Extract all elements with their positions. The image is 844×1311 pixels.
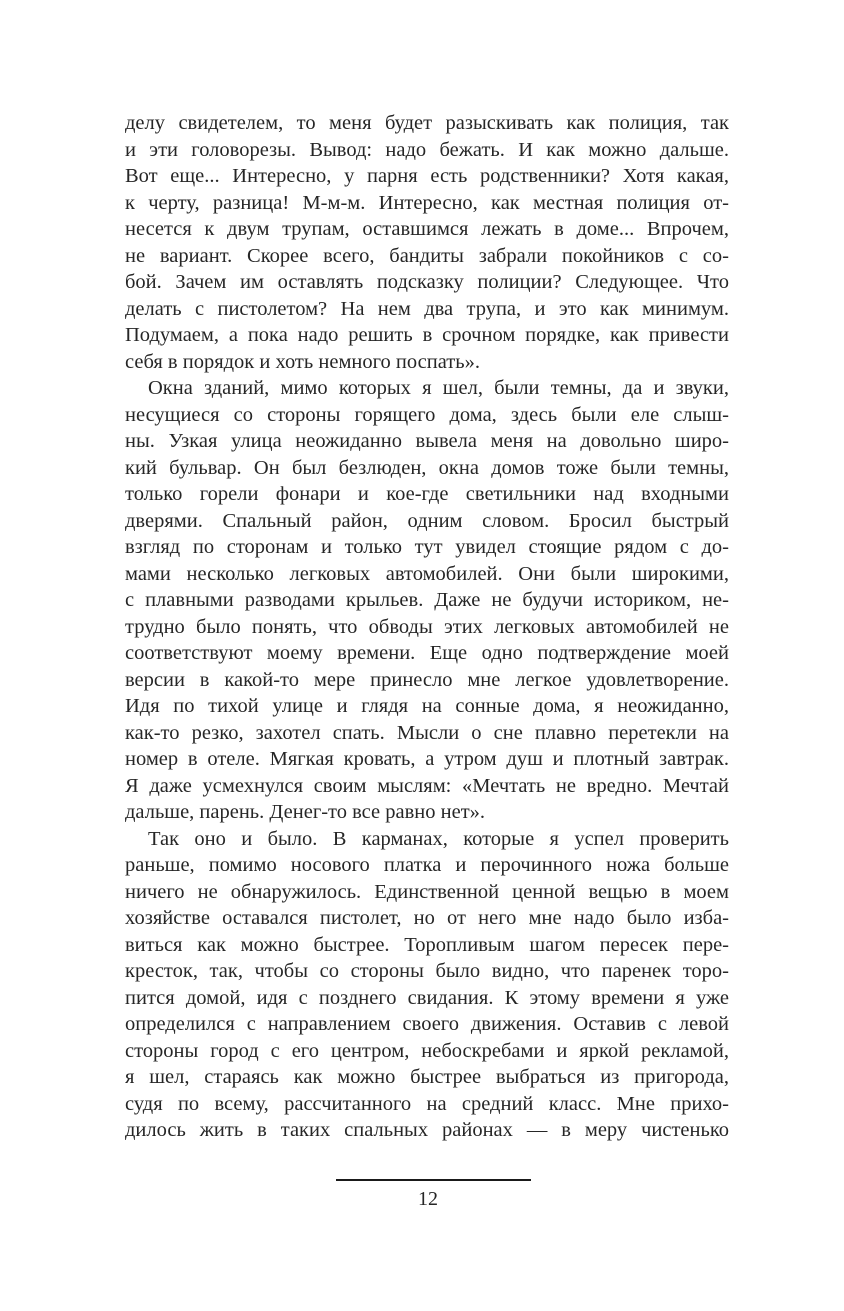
text-line: я шел, стараясь как можно быстрее выбраться из пригорода, — [125, 1066, 729, 1088]
text-line: делать с пистолетом? На нем два трупа, и это как минимум. — [125, 297, 729, 320]
text-line: раньше, помимо носового платка и перочинного ножа больше — [125, 854, 729, 876]
text-line: делу свидетелем, то меня будет разыскивать как полиция, так — [125, 112, 729, 134]
text-line: бой. Зачем им оставлять подсказку полиции? Следующее. Что — [125, 271, 729, 293]
text-line: ничего не обнаружилось. Единственной ценной вещью в моем — [125, 880, 729, 903]
text-line: Подумаем, а пока надо решить в срочном порядке, как привести — [125, 324, 729, 346]
text-line: Окна зданий, мимо которых я шел, были темны, да и звуки, — [148, 377, 729, 399]
text-line: несется к двум трупам, оставшимся лежать в доме... Впрочем, — [125, 218, 729, 240]
text-line: не вариант. Скорее всего, бандиты забрали покойников с со- — [125, 244, 729, 267]
paragraph — [125, 375, 729, 826]
text-line: и эти головорезы. Вывод: надо бежать. И как можно дальше. — [125, 138, 729, 161]
text-line: только горели фонари и кое-где светильники над входными — [125, 483, 729, 505]
text-line: версии в какой-то мере принесло мне легкое удовлетворение. — [125, 668, 729, 691]
text-line: Так оно и было. В карманах, которые я успел проверить — [148, 827, 729, 850]
text-line: хозяйстве оставался пистолет, но от него мне надо было изба- — [125, 907, 729, 929]
text-line: несущиеся со стороны горящего дома, здесь были еле слыш- — [125, 403, 729, 426]
text-line: себя в порядок и хоть немного поспать». — [125, 350, 480, 373]
page-number: 12 — [418, 1188, 438, 1210]
text-line: номер в отеле. Мягкая кровать, а утром душ и плотный завтрак. — [125, 748, 729, 770]
text-line: дилось жить в таких спальных районах — в меру чистенько — [125, 1119, 729, 1141]
paragraph — [125, 110, 729, 375]
text-line: трудно было понять, что обводы этих легковых автомобилей не — [125, 615, 729, 638]
text-line: кий бульвар. Он был безлюден, окна домов тоже были темны, — [125, 456, 729, 479]
paragraph — [125, 826, 729, 1144]
footer-rule — [336, 1179, 531, 1181]
text-line: Я даже усмехнулся своим мыслям: «Мечтать не вредно. Мечтай — [125, 774, 729, 797]
text-line: с плавными разводами крыльев. Даже не будучи историком, не- — [125, 589, 729, 611]
text-line: соответствуют моему времени. Еще одно подтверждение моей — [125, 642, 729, 664]
text-line: ны. Узкая улица неожиданно вывела меня на довольно широ- — [125, 430, 729, 452]
text-line: Идя по тихой улице и глядя на сонные дома, я неожиданно, — [125, 695, 729, 717]
text-line: определился с направлением своего движения. Оставив с левой — [125, 1013, 729, 1035]
text-line: дверями. Спальный район, одним словом. Бросил быстрый — [125, 509, 729, 532]
text-line: пится домой, идя с позднего свидания. К этому времени я уже — [125, 986, 729, 1009]
body-text — [125, 110, 729, 1144]
text-line: кресток, так, чтобы со стороны было видно, что паренек торо- — [125, 960, 729, 982]
text-line: к черту, разница! М-м-м. Интересно, как местная полиция от- — [125, 191, 729, 214]
text-line: стороны город с его центром, небоскребами и яркой рекламой, — [125, 1039, 729, 1062]
text-line: мами несколько легковых автомобилей. Они были широкими, — [125, 562, 729, 585]
text-line: взгляд по сторонам и только тут увидел стоящие рядом с до- — [125, 536, 729, 558]
text-line: дальше, парень. Денег-то все равно нет». — [125, 801, 486, 823]
text-line: судя по всему, рассчитанного на средний класс. Мне прихо- — [125, 1092, 729, 1115]
text-line: как-то резко, захотел спать. Мысли о сне плавно перетекли на — [125, 721, 729, 744]
text-line: Вот еще... Интересно, у парня есть родственники? Хотя какая, — [125, 165, 729, 187]
text-line: виться как можно быстрее. Торопливым шагом пересек пере- — [125, 933, 729, 956]
